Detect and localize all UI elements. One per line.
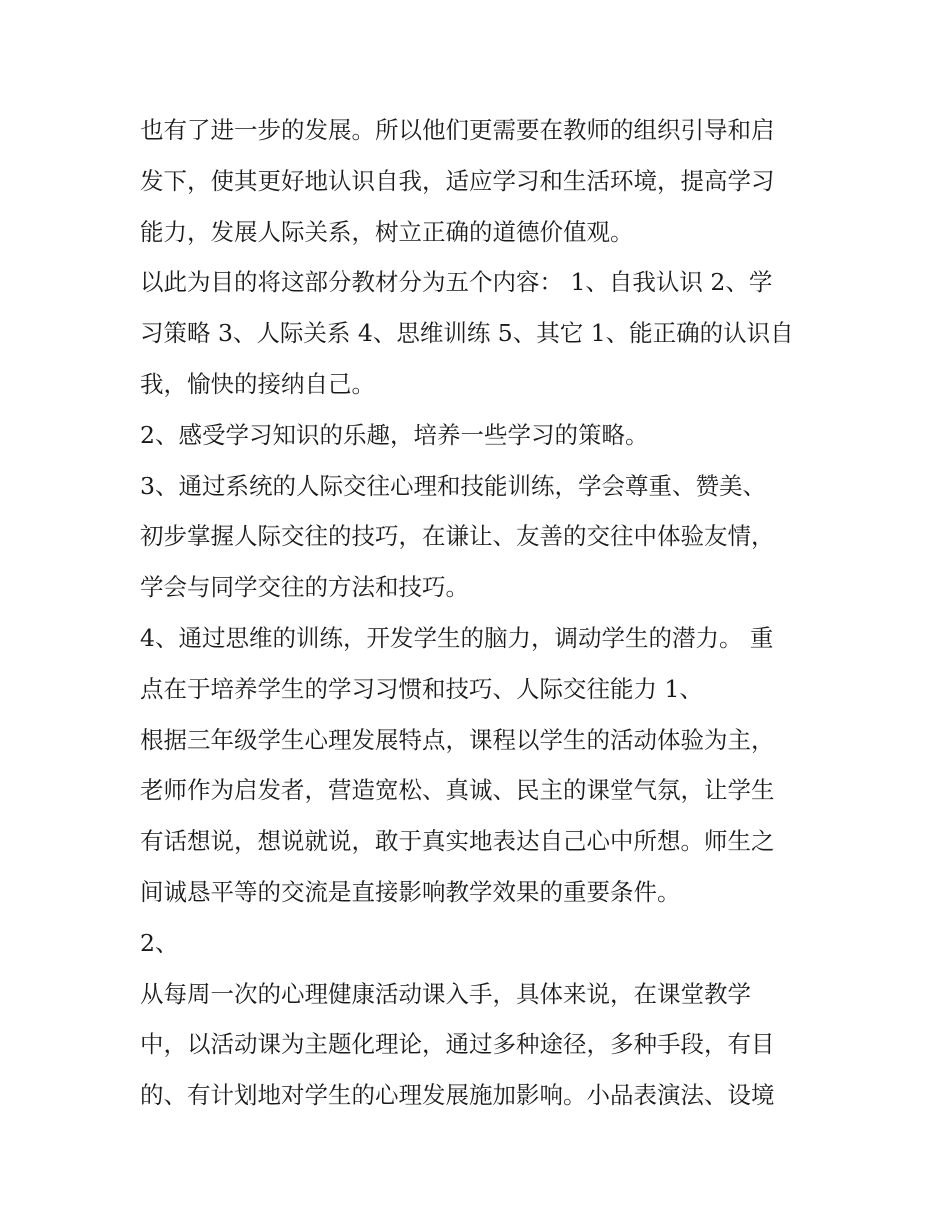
text-line: 也有了进一步的发展。所以他们更需要在教师的组织引导和启 (140, 116, 775, 144)
text-line: 中，以活动课为主题化理论，通过多种途径，多种手段，有目 (140, 1030, 775, 1059)
text-line: 4、通过思维的训练，开发学生的脑力，调动学生的潜力。 重 (140, 623, 774, 652)
text-line: 初步掌握人际交往的技巧，在谦让、友善的交往中体验友情， (140, 522, 775, 551)
text-line: 习策略 3、人际关系 4、思维训练 5、其它 1、能正确的认识自 (140, 319, 794, 348)
text-line: 以此为目的将这部分教材分为五个内容： 1、自我认识 2、学 (140, 268, 773, 297)
text-line: 点在于培养学生的学习习惯和技巧、人际交往能力 1、 (140, 674, 703, 703)
text-line: 的、有计划地对学生的心理发展施加影响。小品表演法、设境 (140, 1081, 775, 1110)
text-line: 3、通过系统的人际交往心理和技能训练，学会尊重、赞美、 (140, 471, 766, 500)
text-line: 学会与同学交往的方法和技巧。 (140, 573, 469, 602)
text-line: 2、 (140, 928, 179, 957)
text-line: 发下，使其更好地认识自我，适应学习和生活环境，提高学习 (140, 166, 775, 195)
text-line: 有话想说，想说就说，敢于真实地表达自己心中所想。师生之 (140, 827, 775, 856)
text-line: 老师作为启发者，营造宽松、真诚、民主的课堂气氛，让学生 (140, 776, 775, 805)
text-line: 从每周一次的心理健康活动课入手，具体来说，在课堂教学 (140, 979, 751, 1008)
text-line: 我，愉快的接纳自己。 (140, 369, 375, 398)
text-line: 根据三年级学生心理发展特点，课程以学生的活动体验为主， (140, 725, 775, 754)
document-body (140, 105, 830, 1121)
text-line: 2、感受学习知识的乐趣，培养一些学习的策略。 (140, 420, 649, 449)
text-line: 能力，发展人际关系，树立正确的道德价值观。 (140, 217, 634, 246)
text-line: 间诚恳平等的交流是直接影响教学效果的重要条件。 (140, 877, 681, 906)
